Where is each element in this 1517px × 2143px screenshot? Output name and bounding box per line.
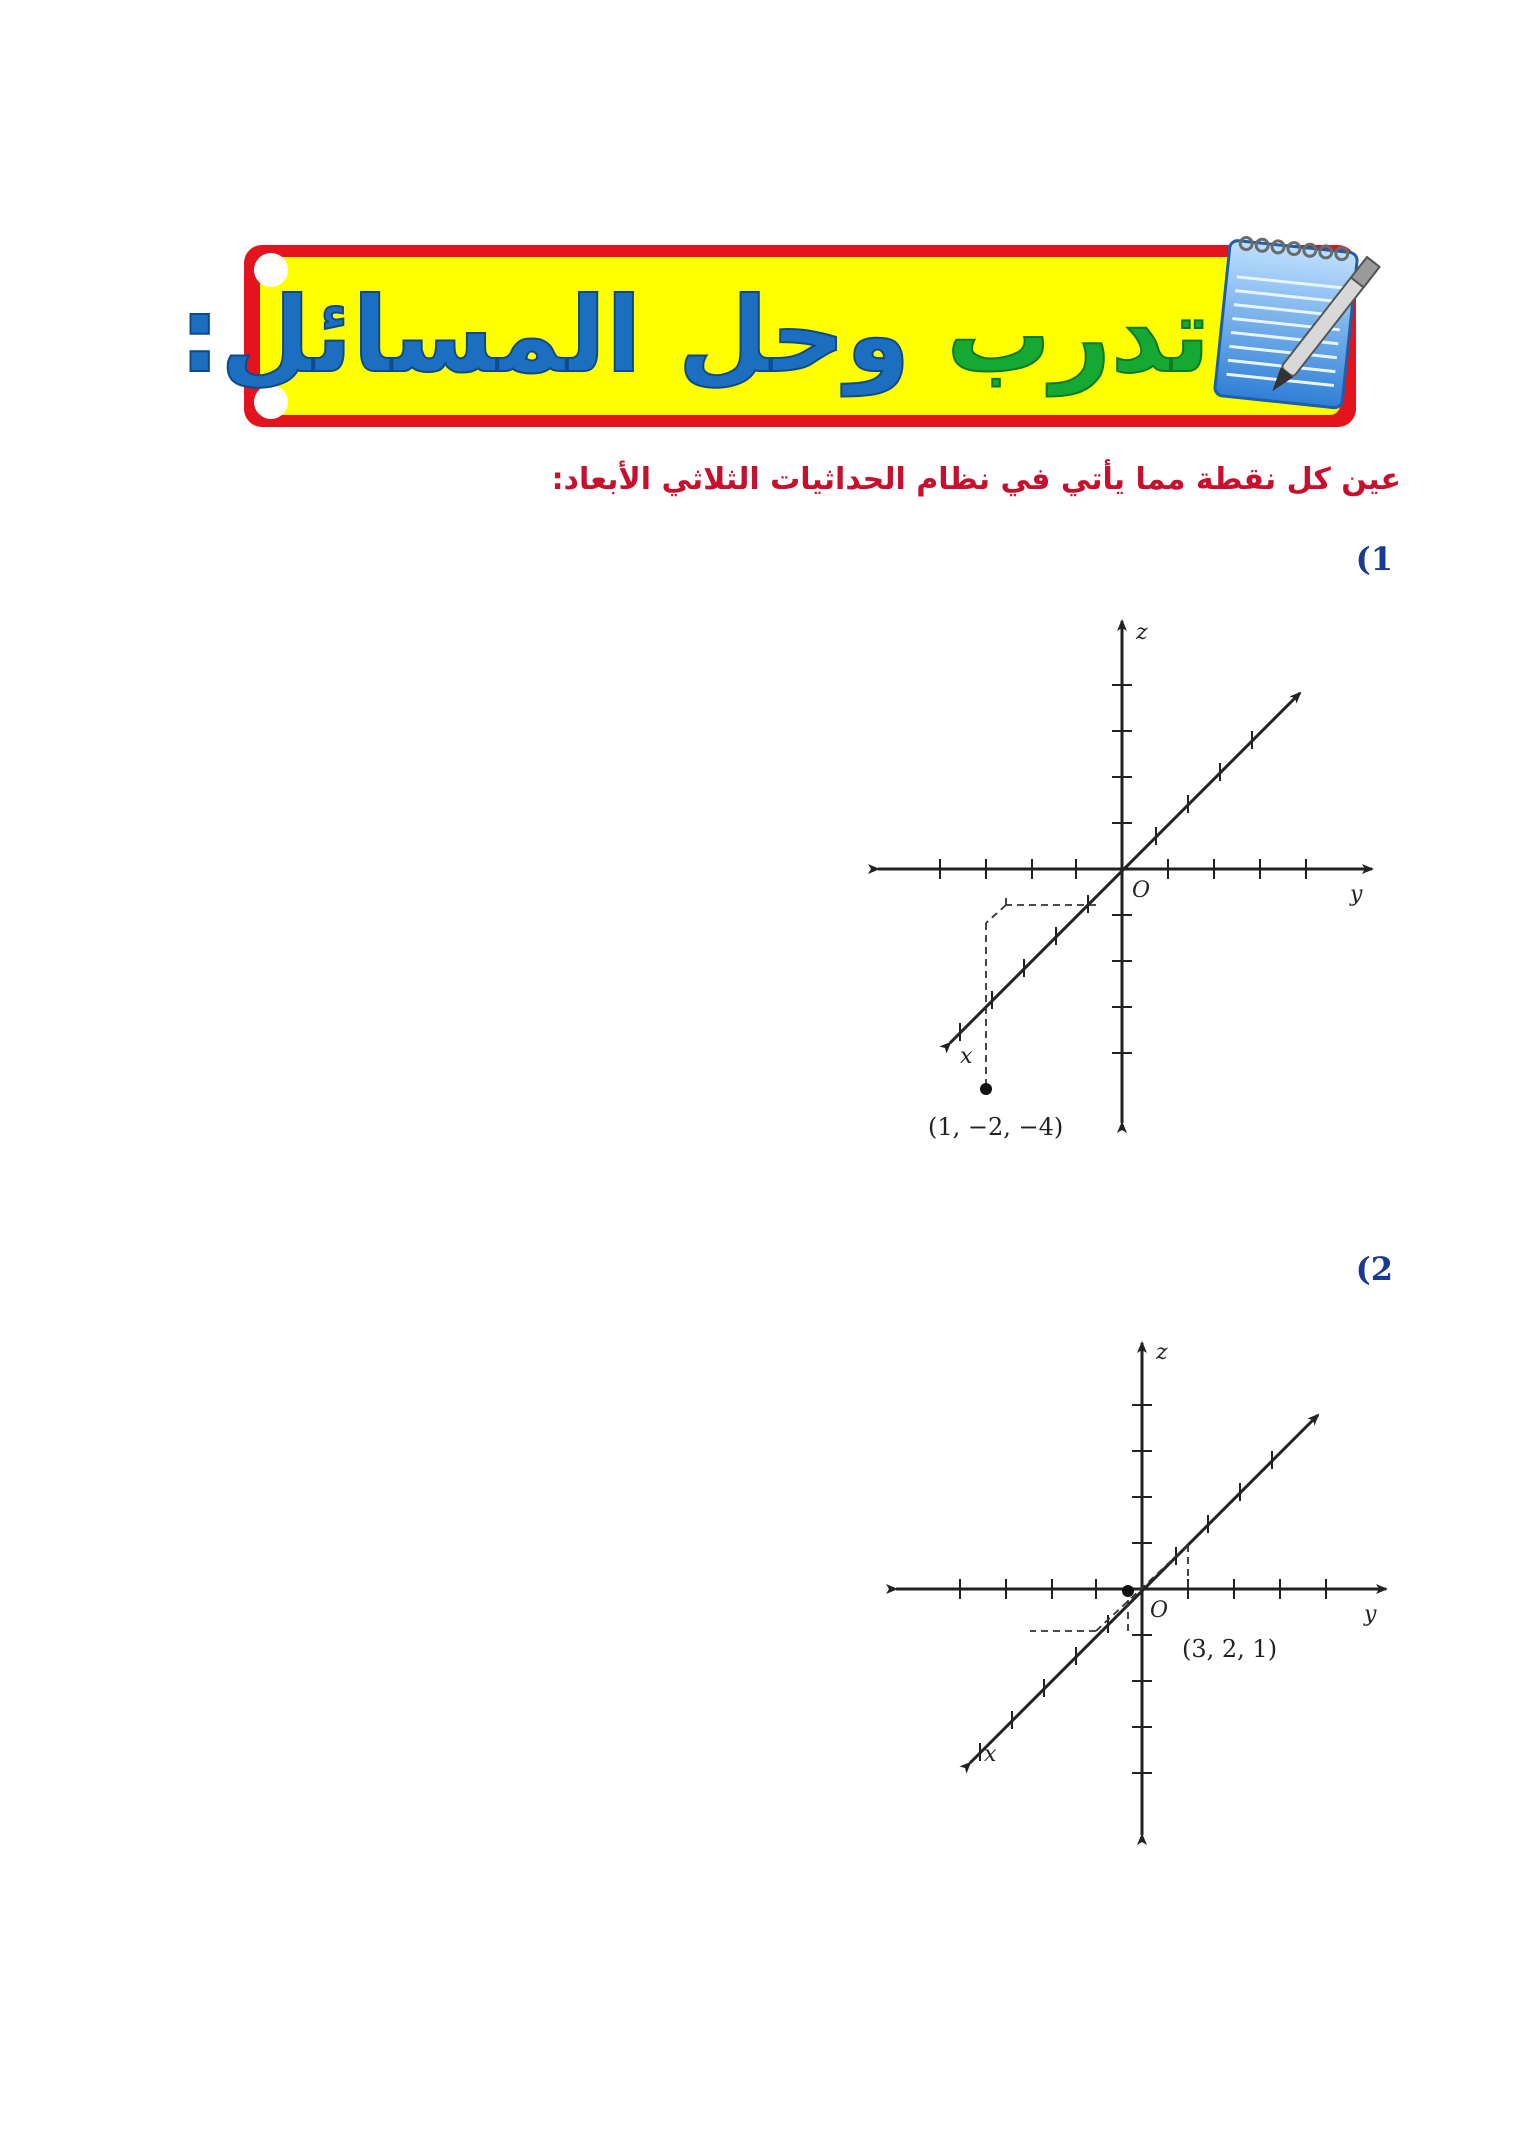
origin-label: O [1132, 878, 1151, 903]
title-banner [178, 245, 1356, 427]
plotted-point [980, 1083, 992, 1095]
banner-inner [178, 257, 1340, 415]
instruction-text: عين كل نقطة مما يأتي في نظام الحداثيات الثلاثي الأبعاد: [551, 462, 1401, 497]
y-axis-label: y [1350, 882, 1363, 907]
coordinate-graph-2 [880, 1335, 1400, 1855]
y-axis-label: y [1364, 1602, 1377, 1627]
z-axis-label: z [1156, 1340, 1168, 1365]
coordinate-graph-1 [860, 615, 1380, 1155]
question-number-1: (1 [1355, 540, 1393, 578]
banner-word-and-solve: وحل [677, 274, 911, 396]
banner-word-practice: تدرب [946, 274, 1210, 396]
origin-label: O [1150, 1598, 1169, 1623]
x-axis-label: x [960, 1044, 973, 1069]
plotted-point [1122, 1585, 1134, 1597]
banner-title [178, 265, 1210, 405]
z-axis-label: z [1136, 620, 1148, 645]
banner-word-problems: المسائل: [178, 274, 642, 396]
notepad-pen-icon [1204, 225, 1384, 425]
x-axis-label: x [984, 1742, 997, 1767]
question-number-2: (2 [1355, 1250, 1393, 1288]
point-label: (3, 2, 1) [1182, 1635, 1278, 1663]
point-label: (1, −2, −4) [928, 1113, 1064, 1141]
